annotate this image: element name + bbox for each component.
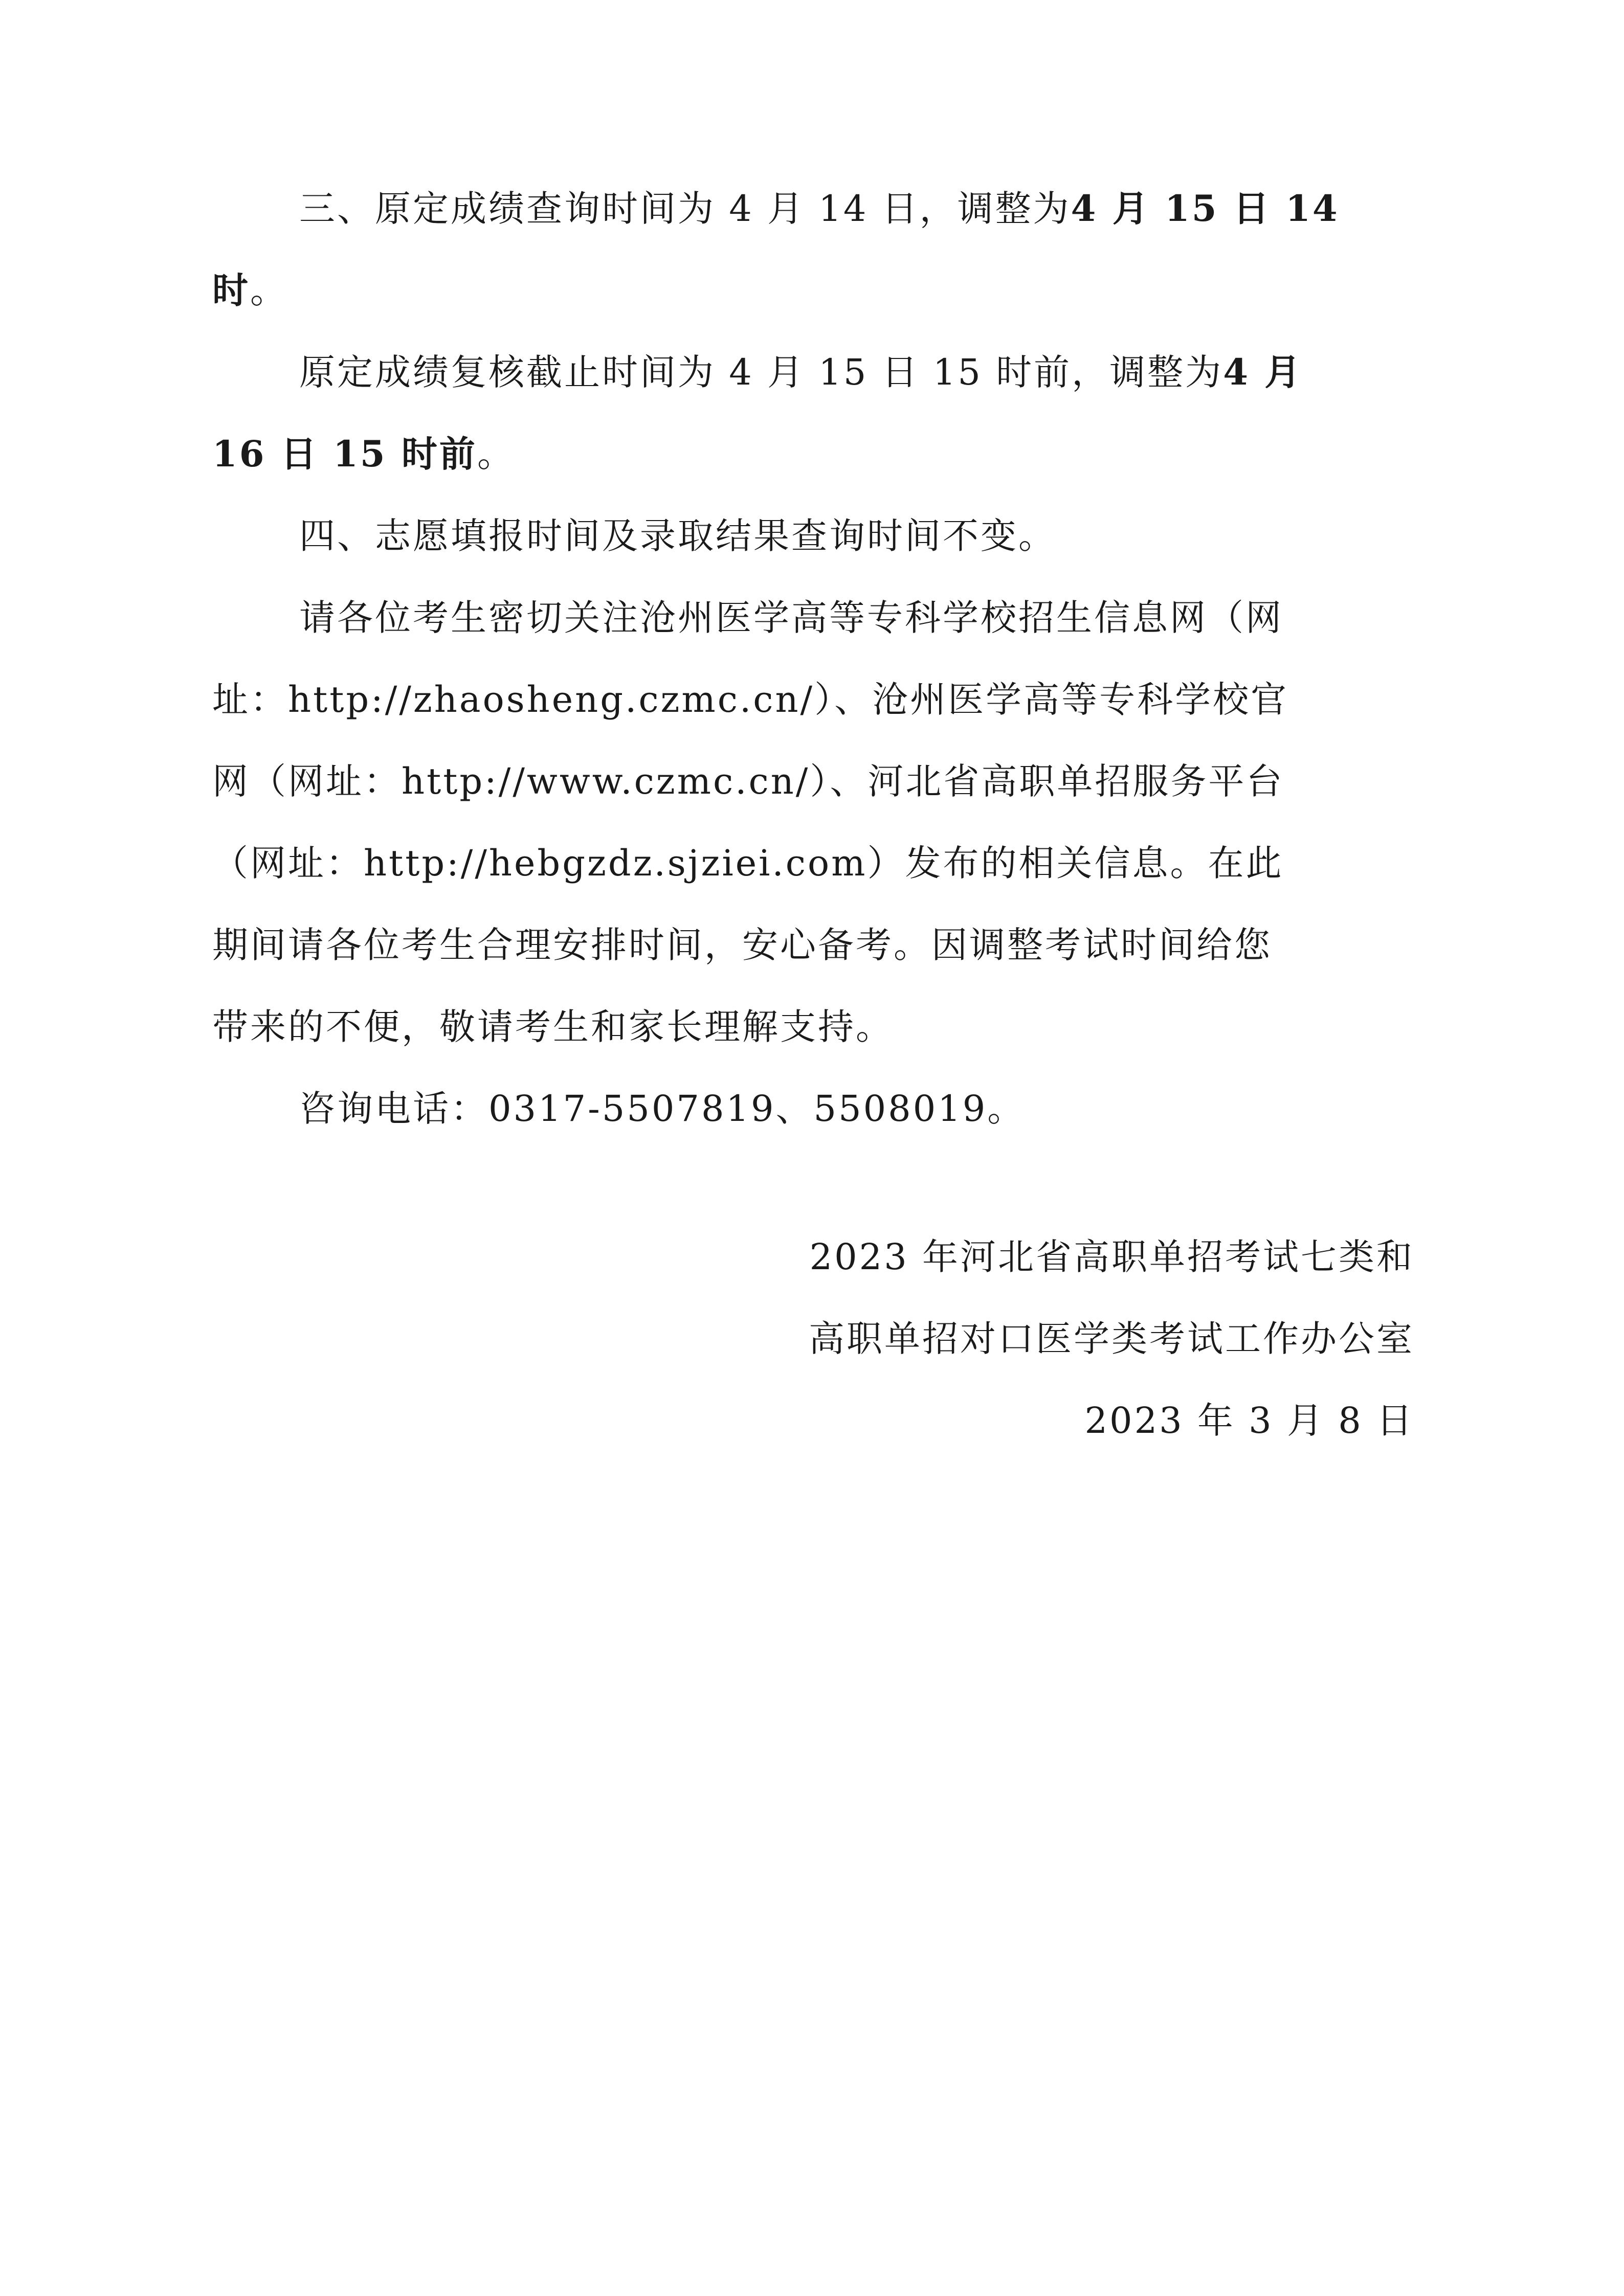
signature-org-line2: 高职单招对口医学类考试工作办公室 [809, 1318, 1414, 1360]
para1-line1-prefix: 三、原定成绩查询时间为 4 月 14 日，调整为 [299, 188, 1071, 230]
signature-date: 2023 年 3 月 8 日 [1084, 1400, 1414, 1442]
para4-line1: 请各位考生密切关注沧州医学高等专科学校招生信息网（网 [299, 597, 1283, 639]
para4-line5: 期间请各位考生合理安排时间，安心备考。因调整考试时间给您 [212, 924, 1272, 966]
contact-phone: 咨询电话：0317-5507819、5508019。 [299, 1088, 1026, 1130]
para2-line1 [299, 347, 1414, 398]
para1-line2 [212, 265, 1414, 316]
para2-line2-bold: 16 日 15 时前 [212, 433, 477, 475]
para1-line2-suffix: 。 [250, 269, 288, 311]
para4-line4: （网址：http://hebgzdz.sjziei.com）发布的相关信息。在此 [212, 842, 1284, 884]
para4-line3: 网（网址：http://www.czmc.cn/）、河北省高职单招服务平台 [212, 760, 1284, 802]
para2-line1-bold: 4 月 [1223, 351, 1303, 393]
para2-line1-prefix: 原定成绩复核截止时间为 4 月 15 日 15 时前，调整为 [299, 351, 1223, 393]
para4-line6: 带来的不便，敬请考生和家长理解支持。 [212, 1006, 894, 1048]
para2-line2 [212, 429, 1414, 480]
signature-org-line1: 2023 年河北省高职单招考试七类和 [809, 1236, 1414, 1278]
para3-line1: 四、志愿填报时间及录取结果查询时间不变。 [299, 515, 1056, 557]
para2-line2-suffix: 。 [477, 433, 515, 475]
para1-line1-bold: 4 月 15 日 14 [1071, 187, 1340, 230]
para1-line2-bold: 时 [212, 269, 250, 311]
para1-line1 [299, 183, 1414, 234]
para4-line2: 址：http://zhaosheng.czmc.cn/）、沧州医学高等专科学校官 [212, 679, 1289, 721]
